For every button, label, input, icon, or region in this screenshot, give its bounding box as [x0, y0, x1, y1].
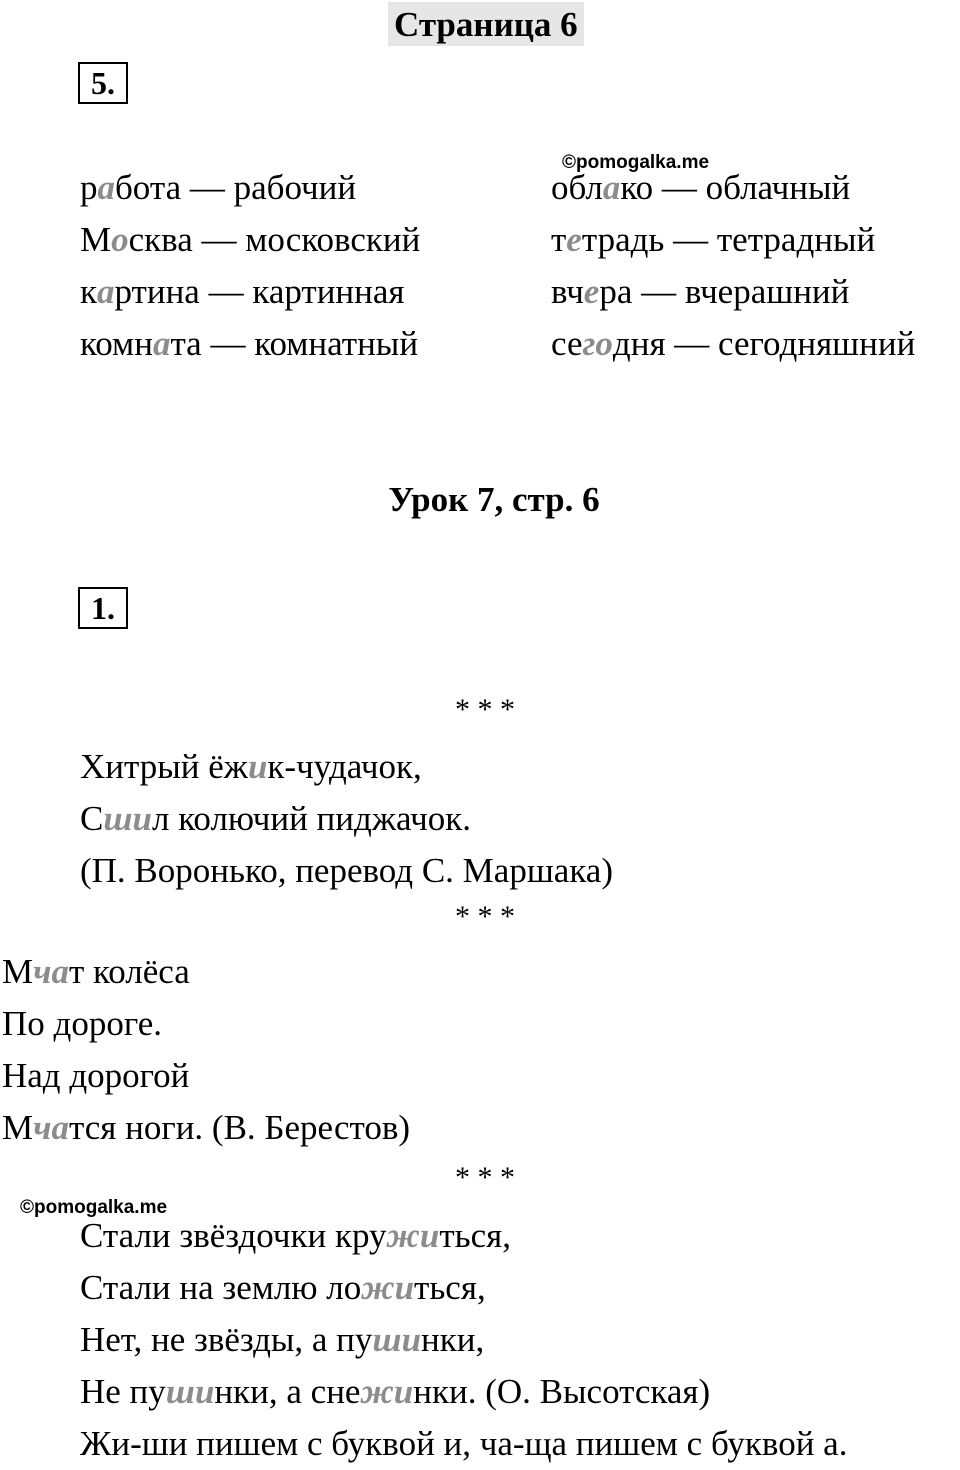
poem-line: Мчат колёса — [2, 952, 190, 991]
poem-line: Нет, не звёзды, а пушинки, — [80, 1320, 485, 1359]
poem-line: Мчатся ноги. (В. Берестов) — [2, 1108, 411, 1147]
watermark-top: ©pomogalka.me — [562, 152, 710, 173]
page-title: Страница 6 — [388, 2, 584, 46]
exercise-5-left-column — [80, 162, 420, 370]
exercise-5-right-column — [551, 162, 915, 370]
poem-line: Сшил колючий пиджачок. — [80, 799, 472, 838]
poem-line: Стали звёздочки кружиться, — [80, 1216, 511, 1255]
stanza-separator: * * * — [455, 693, 515, 726]
word-pair: облако — облачный — [551, 168, 851, 207]
poem-line: По дороге. — [2, 1004, 163, 1043]
word-pair: сегодня — сегодняшний — [551, 324, 916, 363]
poem-line: Стали на землю ложиться, — [80, 1268, 486, 1307]
poem-line: Хитрый ёжик-чудачок, — [80, 747, 422, 786]
lesson-heading: Урок 7, стр. 6 — [388, 480, 600, 519]
word-pair: работа — рабочий — [80, 168, 357, 207]
poem-line: Над дорогой — [2, 1056, 190, 1095]
spelling-rule: Жи-ши пишем с буквой и, ча-ща пишем с буквой а. — [80, 1424, 848, 1463]
poem-attribution: (П. Воронько, перевод С. Маршака) — [80, 851, 613, 890]
exercise-5-number: 5. — [78, 62, 128, 104]
word-pair: вчера — вчерашний — [551, 272, 850, 311]
watermark-bottom: ©pomogalka.me — [20, 1197, 168, 1218]
word-pair: Москва — московский — [80, 220, 421, 259]
poem-line: Не пушинки, а снежинки. (О. Высотская) — [80, 1372, 711, 1411]
stanza-separator: * * * — [455, 1161, 515, 1194]
poem-2 — [2, 946, 410, 1154]
poem-1 — [80, 741, 613, 897]
poem-3 — [80, 1210, 847, 1470]
exercise-1-number: 1. — [78, 587, 128, 629]
stanza-separator: * * * — [455, 900, 515, 933]
word-pair: тетрадь — тетрадный — [551, 220, 876, 259]
word-pair: комната — комнатный — [80, 324, 419, 363]
word-pair: картина — картинная — [80, 272, 405, 311]
